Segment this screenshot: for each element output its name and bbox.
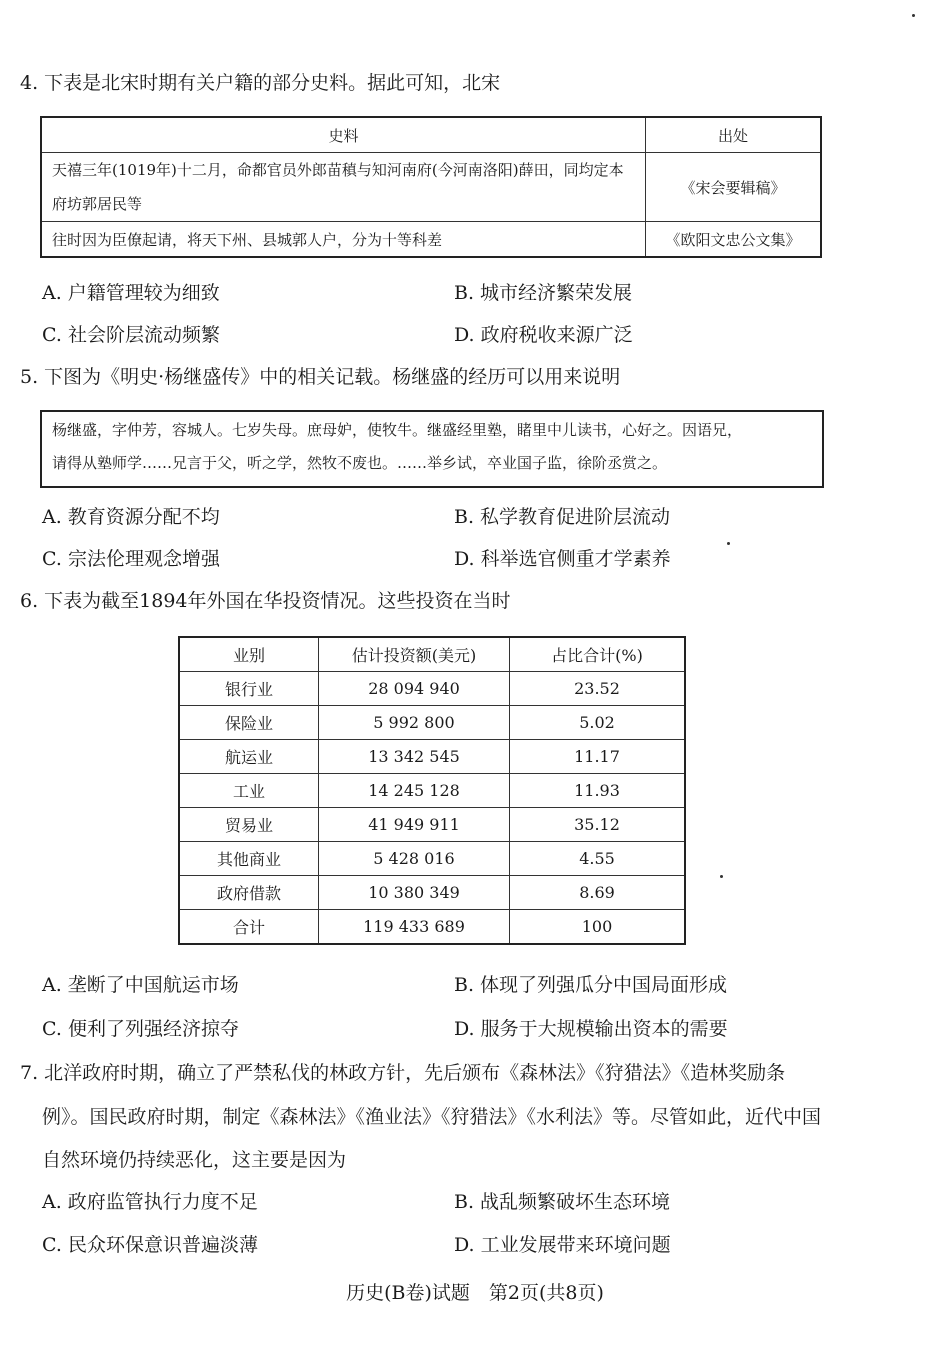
q6-cell-amount: 5 992 800 <box>319 706 510 740</box>
q6-stem: 6. 下表为截至1894年外国在华投资情况。这些投资在当时 <box>20 590 511 612</box>
q6-cell-sector: 保险业 <box>179 706 319 740</box>
q6-header-share: 占比合计(%) <box>510 637 686 672</box>
q4-header-material: 史料 <box>41 117 646 153</box>
q6-option-c: C. 便利了列强经济掠夺 <box>42 1018 239 1040</box>
q6-cell-sector: 航运业 <box>179 740 319 774</box>
q5-option-d: D. 科举选官侧重才学素养 <box>454 548 671 570</box>
q6-cell-sector: 贸易业 <box>179 808 319 842</box>
q5-option-c: C. 宗法伦理观念增强 <box>42 548 220 570</box>
table-row <box>179 910 685 945</box>
scan-speck <box>727 542 730 545</box>
q6-investment-table <box>178 636 686 945</box>
q7-stem-line1: 7. 北洋政府时期，确立了严禁私伐的林政方针，先后颁布《森林法》《狩猎法》《造林奖励条 <box>20 1062 786 1084</box>
q4-stem: 4. 下表是北宋时期有关户籍的部分史料。据此可知，北宋 <box>20 72 501 94</box>
q6-cell-sector: 工业 <box>179 774 319 808</box>
q7-stem-line2: 例》。国民政府时期，制定《森林法》《渔业法》《狩猎法》《水利法》等。尽管如此，近代中国 <box>42 1106 822 1128</box>
q6-cell-amount: 119 433 689 <box>319 910 510 945</box>
q4-table <box>40 116 822 258</box>
q6-header-amount: 估计投资额(美元) <box>319 637 510 672</box>
q6-option-d: D. 服务于大规模输出资本的需要 <box>454 1018 728 1040</box>
q4-option-b: B. 城市经济繁荣发展 <box>454 282 633 304</box>
q6-cell-amount: 10 380 349 <box>319 876 510 910</box>
q4-option-a: A. 户籍管理较为细致 <box>42 282 220 304</box>
scan-speck <box>720 875 723 878</box>
q4-row1-text: 天禧三年(1019年)十二月，命都官员外郎苗稹与知河南府(今河南洛阳)薛田，同均定本府坊郭居民等 <box>41 153 646 222</box>
q6-cell-share: 35.12 <box>510 808 686 842</box>
q6-header-sector: 业别 <box>179 637 319 672</box>
q5-stem: 5. 下图为《明史·杨继盛传》中的相关记载。杨继盛的经历可以用来说明 <box>20 366 621 388</box>
table-row <box>179 672 685 706</box>
q4-header-source: 出处 <box>646 117 822 153</box>
table-row <box>179 808 685 842</box>
q4-option-c: C. 社会阶层流动频繁 <box>42 324 220 346</box>
q6-cell-amount: 41 949 911 <box>319 808 510 842</box>
q4-row2-text: 往时因为臣僚起请，将天下州、县城郭人户，分为十等科差 <box>41 222 646 258</box>
q7-option-b: B. 战乱频繁破坏生态环境 <box>454 1191 671 1213</box>
q6-cell-sector: 其他商业 <box>179 842 319 876</box>
q6-option-a: A. 垄断了中国航运市场 <box>42 974 239 996</box>
table-row <box>179 706 685 740</box>
q4-option-d: D. 政府税收来源广泛 <box>454 324 633 346</box>
q6-option-b: B. 体现了列强瓜分中国局面形成 <box>454 974 728 996</box>
q6-cell-share: 5.02 <box>510 706 686 740</box>
table-row <box>179 876 685 910</box>
q6-cell-share: 100 <box>510 910 686 945</box>
table-row <box>179 774 685 808</box>
q6-cell-sector: 政府借款 <box>179 876 319 910</box>
q5-quote-line1: 杨继盛，字仲芳，容城人。七岁失母。庶母妒，使牧牛。继盛经里塾，睹里中儿读书，心好之。因语兄， <box>52 421 743 439</box>
q5-quote-line2: 请得从塾师学……兄言于父，听之学，然牧不废也。……举乡试，卒业国子监，徐阶丞赏之。 <box>52 454 668 472</box>
q5-option-b: B. 私学教育促进阶层流动 <box>454 506 671 528</box>
q6-cell-amount: 28 094 940 <box>319 672 510 706</box>
q6-cell-amount: 5 428 016 <box>319 842 510 876</box>
q5-option-a: A. 教育资源分配不均 <box>42 506 220 528</box>
q7-option-d: D. 工业发展带来环境问题 <box>454 1234 671 1256</box>
q6-cell-share: 23.52 <box>510 672 686 706</box>
q4-row1-source: 《宋会要辑稿》 <box>646 153 822 222</box>
table-row <box>179 740 685 774</box>
q7-stem-line3: 自然环境仍持续恶化，这主要是因为 <box>42 1149 347 1171</box>
q6-cell-amount: 13 342 545 <box>319 740 510 774</box>
scan-speck <box>912 14 915 17</box>
q6-cell-share: 11.93 <box>510 774 686 808</box>
q6-cell-share: 4.55 <box>510 842 686 876</box>
q6-cell-share: 11.17 <box>510 740 686 774</box>
q6-cell-sector: 银行业 <box>179 672 319 706</box>
table-row <box>179 842 685 876</box>
q6-cell-amount: 14 245 128 <box>319 774 510 808</box>
q7-option-c: C. 民众环保意识普遍淡薄 <box>42 1234 258 1256</box>
page-footer: 历史(B卷)试题 第2页(共8页) <box>346 1282 604 1304</box>
q4-row2-source: 《欧阳文忠公文集》 <box>646 222 822 258</box>
q5-quote-box <box>40 410 824 488</box>
q7-option-a: A. 政府监管执行力度不足 <box>42 1191 258 1213</box>
q6-cell-sector: 合计 <box>179 910 319 945</box>
q6-cell-share: 8.69 <box>510 876 686 910</box>
